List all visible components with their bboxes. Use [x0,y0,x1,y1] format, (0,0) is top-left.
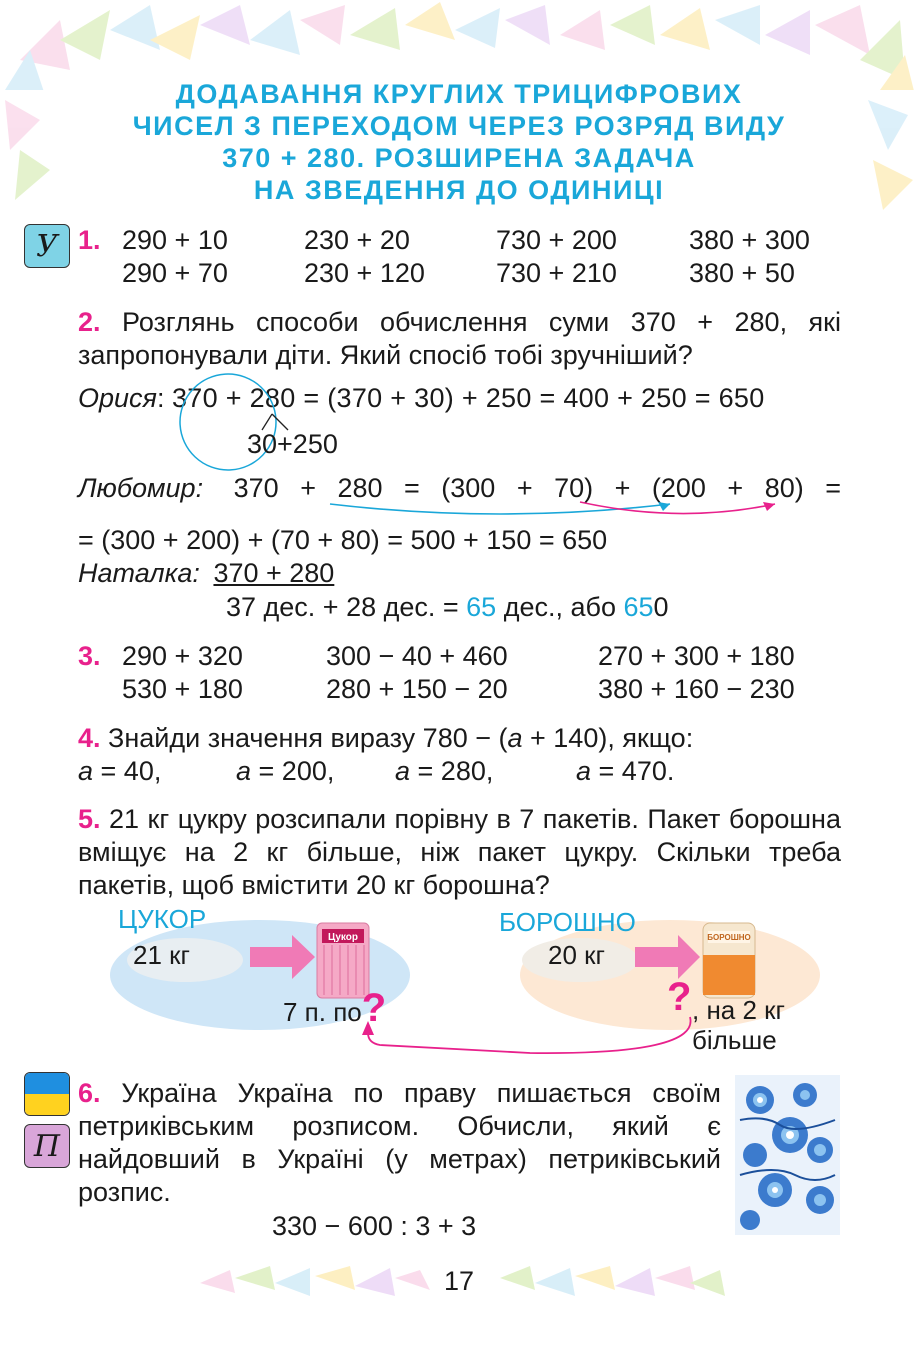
liubomyr-arrows [320,496,790,526]
petrykivka-painting-image [735,1075,840,1235]
ex1-r2-c3: 730 + 210 [496,258,617,288]
sugar-mass: 21 кг [133,940,191,970]
ex1-r2-c4: 380 + 50 [689,258,795,288]
exercise-2-question: Розглянь способи обчислення суми 370 + 280, які запропонували діти. Який спосіб тобі зручніший? [78,307,841,370]
p-letter-icon [24,1124,70,1168]
ex4-value-2: а = 200, [236,756,335,786]
exercise-5-number: 5. [78,804,101,834]
title-line-4: НА ЗВЕДЕННЯ ДО ОДИНИЦІ [253,175,665,205]
ex3-r2-c3: 380 + 160 − 230 [598,674,795,704]
ex3-r1-c3: 270 + 300 + 180 [598,641,795,671]
flour-mass: 20 кг [548,940,606,970]
natalka-highlight-2: 65 [623,592,654,622]
natalka-calc-part-a: 37 дес. + 28 дес. = [226,592,467,622]
orysia-solution: Орися: 370 + 280 = (370 + 30) + 250 = 400 + 250 = 650 [78,383,765,413]
natalka-highlight-1: 65 [466,592,497,622]
exercise-6-number: 6. [78,1078,101,1108]
liubomyr-name: Любомир: [78,473,204,503]
flour-question-mark: ? [667,975,692,1019]
exercise-5-text [78,803,841,902]
ex4-value-3: а = 280, [395,756,494,786]
flour-bag-text: БОРОШНО [707,933,751,942]
flour-label: БОРОШНО [499,907,636,937]
liubomyr-line-1: 370 + 280 = (300 + 70) + (200 + 80) = [233,473,841,503]
ex4-variable: а [507,723,523,753]
oral-task-icon-letter: У [36,228,58,264]
natalka-calc-part-b: дес., або [496,592,624,622]
sugar-question-mark: ? [361,986,387,1030]
ex4-text-a: Знайди значення виразу 780 − ( [108,723,508,753]
flour-result [692,995,785,1055]
exercise-4-text [78,722,693,755]
ex3-r1-c1: 290 + 320 [122,641,243,671]
orysia-name: Орися [78,383,157,413]
exercise-2-number: 2. [78,307,101,337]
ex1-r2-c1: 290 + 70 [122,258,228,288]
ex3-r1-c2: 300 − 40 + 460 [326,641,508,671]
orysia-split: 30+250 [247,429,338,459]
decorative-triangle-border-right [858,90,918,220]
exercise-5-question: 21 кг цукру розсипали порівну в 7 пакетів. Пакет борошна вміщує на 2 кг більше, ніж пакет цукру. Скільки треба пакетів, щоб вмістити 20 кг борошна? [78,804,841,900]
exercise-2-text [78,306,841,372]
exercise-4-values [78,755,838,788]
exercise-4-number: 4. [78,723,101,753]
ex1-r2-c2: 230 + 120 [304,258,425,288]
p-letter-icon-letter: П [33,1128,61,1164]
decorative-triangle-border-top [0,0,918,90]
exercise-3-number: 3. [78,641,101,671]
ex1-r1-c2: 230 + 20 [304,225,410,255]
ex4-value-1: а = 40, [78,756,162,786]
ex4-text-b: + 140), якщо: [522,723,694,753]
ex1-r1-c1: 290 + 10 [122,225,228,255]
title-line-1: ДОДАВАННЯ КРУГЛИХ ТРИЦИФРОВИХ [175,79,743,109]
ukraine-flag-icon [24,1072,70,1116]
sugar-result-text: 7 п. по [283,997,362,1027]
orysia-split-marks [170,372,340,482]
sugar-result [283,986,387,1030]
sugar-bag-text: Цукор [328,932,358,943]
ex3-r2-c2: 280 + 150 − 20 [326,674,508,704]
natalka-solution [78,557,334,590]
flour-result-line-1: , на 2 кг [692,995,786,1025]
natalka-calc-tail: 0 [653,592,669,622]
title-line-3: 370 + 280. РОЗШИРЕНА ЗАДАЧА [222,143,696,173]
natalka-expression: 370 + 280 [213,558,335,588]
natalka-name: Наталка: [78,558,200,588]
orysia-expression: 370 + 280 = (370 + 30) + 250 = 400 + 250 = 650 [171,383,765,413]
ex1-r1-c4: 380 + 300 [689,225,810,255]
oral-task-icon [24,224,70,268]
exercise-6-expression: 330 − 600 : 3 + 3 [272,1211,477,1241]
ex1-r1-c3: 730 + 200 [496,225,617,255]
ex3-r2-c1: 530 + 180 [122,674,243,704]
exercise-6-text [78,1077,721,1209]
decorative-triangle-border-left [0,90,60,220]
page-number: 17 [443,1266,475,1296]
title-line-2: ЧИСЕЛ З ПЕРЕХОДОМ ЧЕРЕЗ РОЗРЯД ВИДУ [132,111,786,141]
liubomyr-line-2: = (300 + 200) + (70 + 80) = 500 + 150 = 650 [78,525,608,555]
exercise-1-number: 1. [78,225,101,255]
natalka-calculation [226,591,669,624]
ex4-value-4: а = 470. [576,756,675,786]
flour-result-line-2: більше [692,1025,777,1055]
exercise-3 [78,640,838,706]
lesson-title [60,78,858,206]
sugar-label: ЦУКОР [118,904,207,934]
exercise-1 [78,224,810,290]
exercise-6-question: Україна Україна по праву пишається своїм петриківським розписом. Обчисли, який є найдовший в Україні (у метрах) петриківський розпис. [78,1078,721,1207]
